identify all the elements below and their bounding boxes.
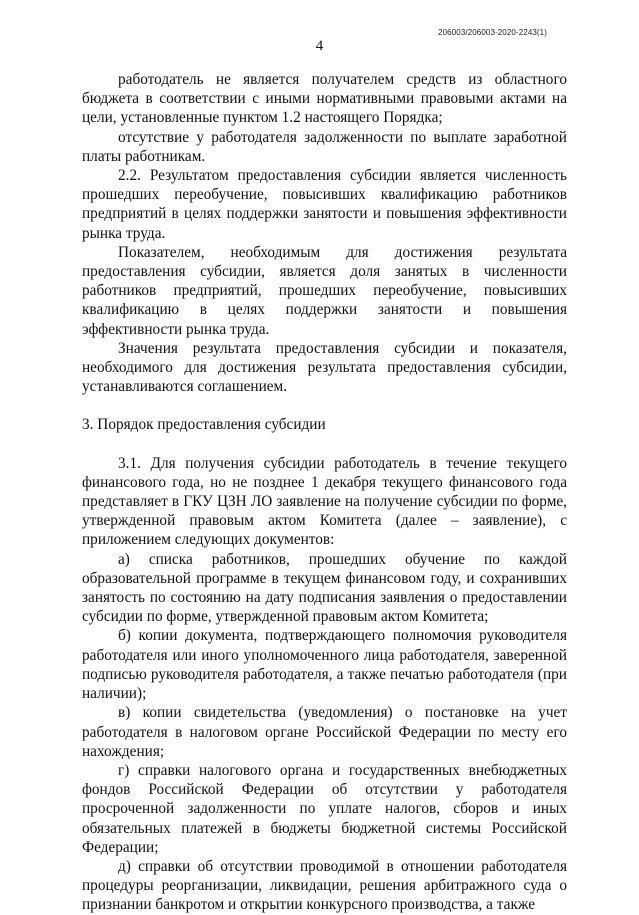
paragraph: Показателем, необходимым для достижения результата предоставления субсидии, является доля занятых в численности работников предприятий, прошедших переобучение, повысивших квалификацию в целях поддержки занятости и повышения эффективности рынка труда. [82,243,567,338]
paragraph: Значения результата предоставления субсидии и показателя, необходимого для достижения результата предоставления субсидии, устанавливаются соглашением. [82,339,567,396]
section-heading: 3. Порядок предоставления субсидии [82,416,326,434]
document-id: 206003/206003-2020-2243(1) [438,28,547,37]
list-item: в) копии свидетельства (уведомления) о постановке на учет работодателя в налоговом органе Российской Федерации по месту его нахождения; [82,704,567,760]
paragraph: 2.2. Результатом предоставления субсидии является численность прошедших переобучение, повысивших квалификацию работников предприятий в целях поддержки занятости и повышения эффективности рынка труда. [82,167,567,242]
document-body [82,70,567,915]
paragraph: отсутствие у работодателя задолженности по выплате заработной платы работникам. [82,128,567,165]
list-item: б) копии документа, подтверждающего полномочия руководителя работодателя или иного уполномоченного лица работодателя, заверенной подписью руководителя работодателя, а также печатью работодателя (при наличии); [82,627,567,703]
paragraph: 3.1. Для получения субсидии работодатель в течение текущего финансового года, но не позднее 1 декабря текущего финансового года представляет в ГКУ ЦЗН ЛО заявление на получение субсидии по форме, утвержденной правовым актом Комитета (далее – заявление), с приложением следующих документов: [82,454,567,549]
page-number: 4 [315,38,324,54]
list-item: а) списка работников, прошедших обучение по каждой образовательной программе в текущем финансовом году, и сохранивших занятость по состоянию на дату подписания заявления о предоставлении субсидии по форме, утвержденной правовым актом Комитета; [82,550,567,626]
list-item: г) справки налогового органа и государственных внебюджетных фондов Российской Федерации об отсутствии у работодателя просроченной задолженности по уплате налогов, сборов и иных обязательных платежей в бюджеты бюджетной системы Российской Федерации; [82,761,567,856]
list-item: д) справки об отсутствии проводимой в отношении работодателя процедуры реорганизации, ликвидации, решения арбитражного суда о признании банкротом и открытии конкурсного производства, а также [82,857,567,914]
paragraph: работодатель не является получателем средств из областного бюджета в соответствии с иными нормативными правовыми актами на цели, установленные пунктом 1.2 настоящего Порядка; [82,71,567,127]
